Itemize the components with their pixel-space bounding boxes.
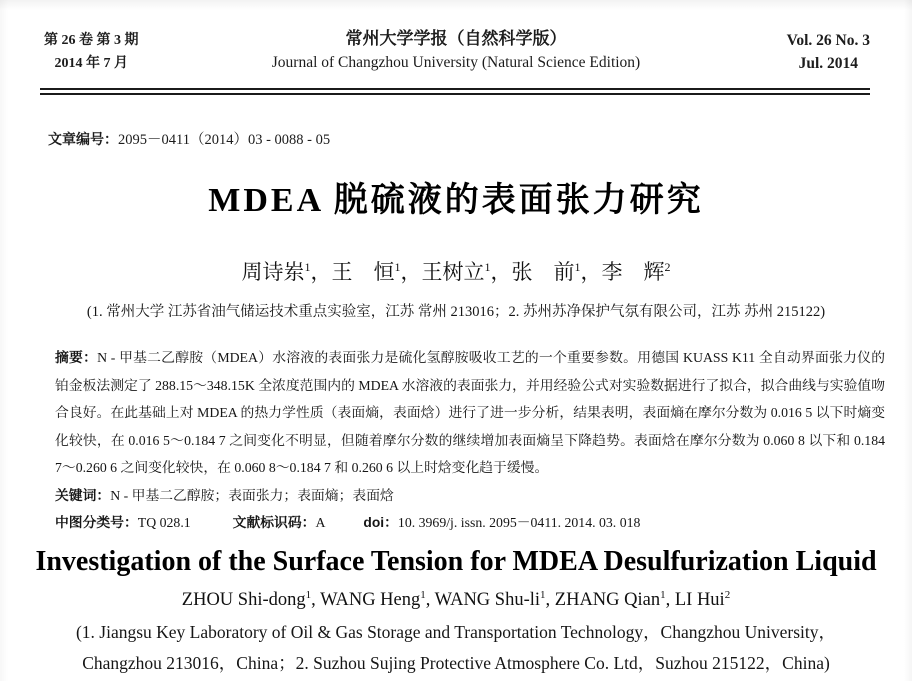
author-name: 张 前	[511, 260, 575, 284]
author-cn	[602, 260, 671, 284]
issue-volume: 第 26 卷 第 3 期	[44, 33, 139, 48]
author-en	[555, 590, 675, 610]
author-affil-mark: 1	[394, 260, 401, 274]
author-name: WANG Heng	[320, 590, 421, 611]
abstract-block	[55, 344, 885, 536]
abstract-label: 摘要：	[55, 350, 98, 365]
author-name: 王树立	[421, 260, 485, 284]
author-affil-mark: 1	[660, 589, 666, 601]
journal-name-cn: 常州大学学报（自然科学版）	[345, 29, 567, 48]
author-separator: ,	[545, 590, 555, 611]
author-name: ZHOU Shi-dong	[181, 590, 306, 611]
doc-code-value: A	[315, 514, 326, 530]
affiliation-en-line1: (1. Jiangsu Key Laboratory of Oil & Gas Storage and Transportation Technology，Changzhou University，	[75, 622, 837, 642]
authors-cn	[0, 256, 912, 286]
keywords-text: N - 甲基二乙醇胺；表面张力；表面熵；表面焓	[110, 487, 394, 503]
paper-title-en: Investigation of the Surface Tension for MDEA Desulfurization Liquid	[35, 546, 877, 577]
author-cn	[512, 260, 602, 284]
affiliation-en	[0, 617, 912, 679]
author-cn	[422, 260, 512, 284]
author-name: 王 恒	[331, 260, 395, 284]
author-en	[182, 590, 320, 610]
author-name: LI Hui	[674, 590, 725, 611]
volume-info-en	[787, 29, 870, 75]
article-number-label: 文章编号：	[48, 131, 118, 147]
issue-date-en: Jul. 2014	[798, 55, 859, 72]
author-separator: ,	[425, 590, 435, 611]
author-affil-mark: 1	[574, 260, 581, 274]
author-name: 周诗岽	[241, 260, 305, 284]
volume-number-en: Vol. 26 No. 3	[786, 32, 870, 49]
doi-label: doi：	[363, 514, 398, 530]
keywords-line	[55, 482, 885, 509]
clc-value: TQ 028.1	[137, 514, 191, 530]
author-affil-mark: 2	[664, 260, 671, 274]
doc-code-label: 文献标识码：	[232, 514, 316, 530]
author-name: ZHANG Qian	[554, 590, 661, 611]
author-separator: ,	[665, 590, 675, 611]
author-separator: ,	[311, 590, 321, 611]
clc-label: 中图分类号：	[55, 514, 138, 530]
doi-value: 10. 3969/j. issn. 2095－0411. 2014. 03. 018	[397, 514, 641, 530]
author-affil-mark: 1	[540, 589, 546, 601]
author-name: WANG Shu-li	[434, 590, 541, 611]
author-cn	[242, 260, 332, 284]
author-separator: ，	[490, 260, 512, 284]
author-cn	[332, 260, 422, 284]
author-affil-mark: 1	[420, 589, 426, 601]
author-separator: ，	[310, 260, 332, 284]
article-number-line	[48, 128, 330, 149]
abstract-text: N - 甲基二乙醇胺（MDEA）水溶液的表面张力是硫化氢醇胺吸收工艺的一个重要参数。用德国 KUASS K11 全自动界面张力仪的铂金板法测定了 288.15～348.15K 全浓度范围内的 MDEA 水溶液的表面张力，并用经验公式对实验数据进行了拟合，拟合曲线与实验值吻合良好。在此基础上对 MDEA 的热力学性质（表面熵，表面焓）进行了进一步分析，结果表明，表面熵在摩尔分数为 0.016 5 以下时熵变化较快，在 0.016 5～0.184 7 之间变化不明显，但随着摩尔分数的继续增加表面熵呈下降趋势。表面焓在摩尔分数为 0.060 8 以下和 0.184 7～0.260 6 之间变化较快，在 0.060 8～0.184 7 和 0.260 6 以上时焓变化趋于缓慢。	[55, 350, 885, 475]
authors-en	[0, 589, 912, 611]
keywords-label: 关键词：	[55, 487, 111, 503]
journal-name	[0, 27, 912, 75]
author-name: 李 辉	[601, 260, 665, 284]
abstract-paragraph	[55, 344, 885, 482]
author-affil-mark: 2	[724, 589, 731, 601]
author-affil-mark: 1	[304, 260, 311, 274]
classification-line	[55, 509, 885, 536]
affiliation-cn: (1. 常州大学 江苏省油气储运技术重点实验室，江苏 常州 213016；2. 苏州苏净保护气氛有限公司，江苏 苏州 215122)	[86, 304, 826, 320]
author-en	[675, 590, 730, 610]
masthead-double-rule	[40, 88, 870, 95]
author-separator: ，	[580, 260, 602, 284]
journal-name-en: Journal of Changzhou University (Natural Science Edition)	[271, 54, 641, 71]
author-en	[435, 590, 555, 610]
paper-title-cn: MDEA 脱硫液的表面张力研究	[208, 182, 704, 219]
affiliation-en-line2: Changzhou 213016，China；2. Suzhou Sujing Protective Atmosphere Co. Ltd，Suzhou 215122，China)	[82, 653, 830, 673]
issue-date-cn: 2014 年 7 月	[54, 56, 128, 71]
author-affil-mark: 1	[484, 260, 491, 274]
author-affil-mark: 1	[305, 589, 312, 601]
author-en	[320, 590, 435, 610]
author-separator: ，	[400, 260, 422, 284]
article-number-value: 2095－0411（2014）03 - 0088 - 05	[118, 132, 331, 148]
